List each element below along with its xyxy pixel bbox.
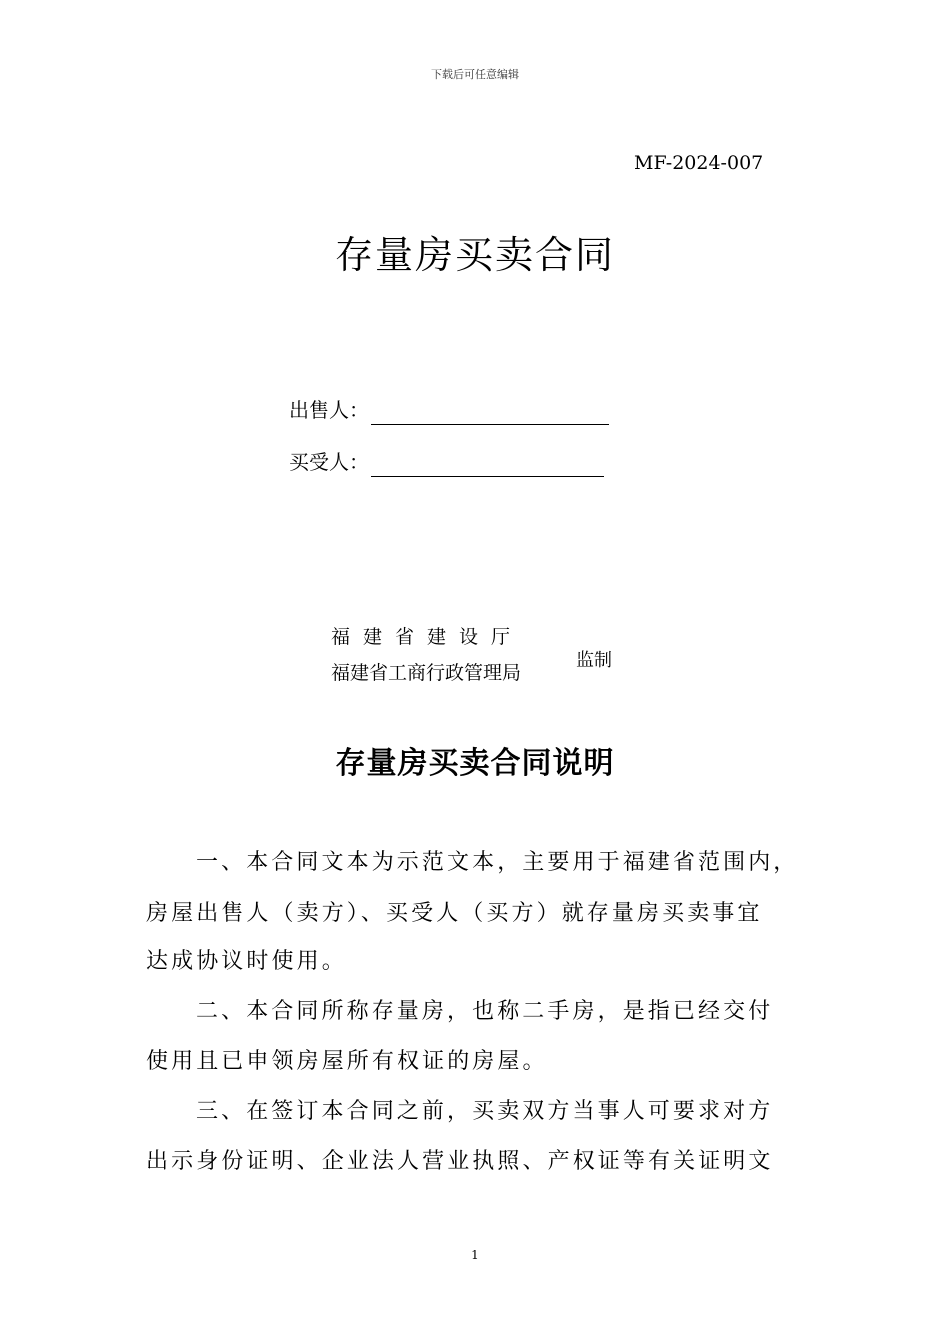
header-note: 下载后可任意编辑 [431, 68, 519, 81]
body-line: 出示身份证明、企业法人营业执照、产权证等有关证明文 [146, 1149, 774, 1174]
issuer-commerce-bureau: 福建省工商行政管理局 [331, 662, 522, 684]
body-line: 使用且已申领房屋所有权证的房屋。 [146, 1049, 548, 1074]
body-line: 二、本合同所称存量房，也称二手房，是指已经交付 [196, 999, 774, 1024]
document-title: 存量房买卖合同 [334, 233, 615, 277]
seller-blank-line[interactable] [371, 402, 609, 425]
issuer-supervision-tag: 监制 [576, 650, 612, 671]
seller-row [289, 395, 609, 425]
section-title: 存量房买卖合同说明 [335, 746, 615, 781]
body-line: 房屋出售人（卖方）、买受人（买方）就存量房买卖事宜 [146, 901, 763, 926]
issuer-construction-dept: 福建省建设厅 [331, 626, 524, 648]
buyer-blank-line[interactable] [371, 454, 604, 477]
buyer-row [289, 447, 604, 477]
page-number: 1 [471, 1248, 479, 1262]
body-line: 一、本合同文本为示范文本，主要用于福建省范围内， [196, 850, 799, 875]
document-code: MF-2024-007 [634, 152, 764, 174]
seller-label: 出售人： [289, 398, 369, 422]
buyer-label: 买受人： [289, 450, 369, 474]
body-line: 三、在签订本合同之前，买卖双方当事人可要求对方 [196, 1099, 774, 1124]
body-line: 达成协议时使用。 [146, 949, 347, 974]
